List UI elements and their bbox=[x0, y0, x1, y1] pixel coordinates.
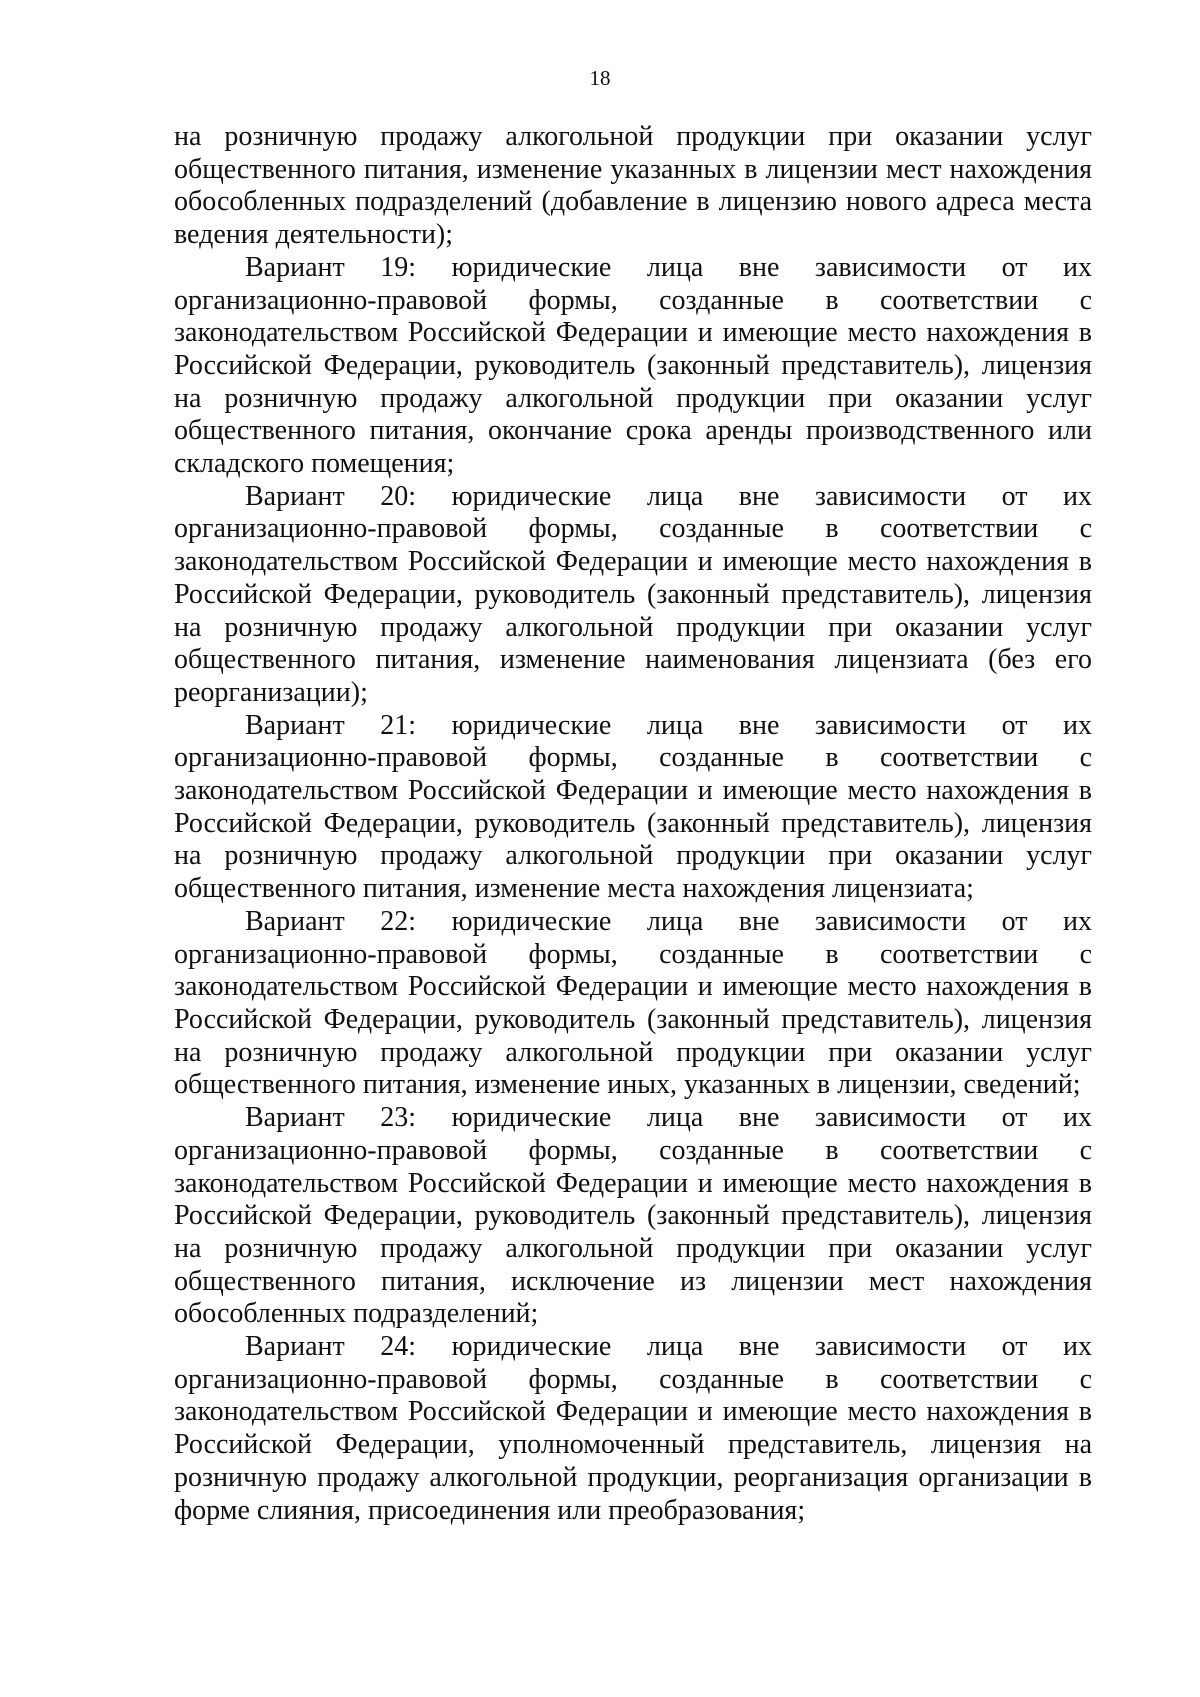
document-body bbox=[174, 121, 1092, 1527]
paragraph-variant-20: Вариант 20: юридические лица вне зависимости от их организационно-правовой формы, созданные в соответствии с законодательством Российской Федерации и имеющие место нахождения в Российской Федерации, руководитель (законный представитель), лицензия на розничную продажу алкогольной продукции при оказании услуг общественного питания, изменение наименования лицензиата (без его реорганизации); bbox=[174, 480, 1092, 708]
paragraph-variant-23: Вариант 23: юридические лица вне зависимости от их организационно-правовой формы, созданные в соответствии с законодательством Российской Федерации и имеющие место нахождения в Российской Федерации, руководитель (законный представитель), лицензия на розничную продажу алкогольной продукции при оказании услуг общественного питания, исключение из лицензии мест нахождения обособленных подразделений; bbox=[174, 1102, 1092, 1330]
paragraph-continuation: на розничную продажу алкогольной продукции при оказании услуг общественного питания, изменение указанных в лицензии мест нахождения обособленных подразделений (добавление в лицензию нового адреса места ведения деятельности); bbox=[174, 121, 1092, 251]
paragraph-variant-21: Вариант 21: юридические лица вне зависимости от их организационно-правовой формы, созданные в соответствии с законодательством Российской Федерации и имеющие место нахождения в Российской Федерации, руководитель (законный представитель), лицензия на розничную продажу алкогольной продукции при оказании услуг общественного питания, изменение места нахождения лицензиата; bbox=[174, 709, 1092, 905]
page-number: 18 bbox=[589, 66, 611, 90]
paragraph-variant-24: Вариант 24: юридические лица вне зависимости от их организационно-правовой формы, созданные в соответствии с законодательством Российской Федерации и имеющие место нахождения в Российской Федерации, уполномоченный представитель, лицензия на розничную продажу алкогольной продукции, реорганизация организации в форме слияния, присоединения или преобразования; bbox=[174, 1331, 1092, 1526]
paragraph-variant-22: Вариант 22: юридические лица вне зависимости от их организационно-правовой формы, созданные в соответствии с законодательством Российской Федерации и имеющие место нахождения в Российской Федерации, руководитель (законный представитель), лицензия на розничную продажу алкогольной продукции при оказании услуг общественного питания, изменение иных, указанных в лицензии, сведений; bbox=[174, 905, 1092, 1101]
paragraph-variant-19: Вариант 19: юридические лица вне зависимости от их организационно-правовой формы, созданные в соответствии с законодательством Российской Федерации и имеющие место нахождения в Российской Федерации, руководитель (законный представитель), лицензия на розничную продажу алкогольной продукции при оказании услуг общественного питания, окончание срока аренды производственного или складского помещения; bbox=[174, 251, 1092, 480]
